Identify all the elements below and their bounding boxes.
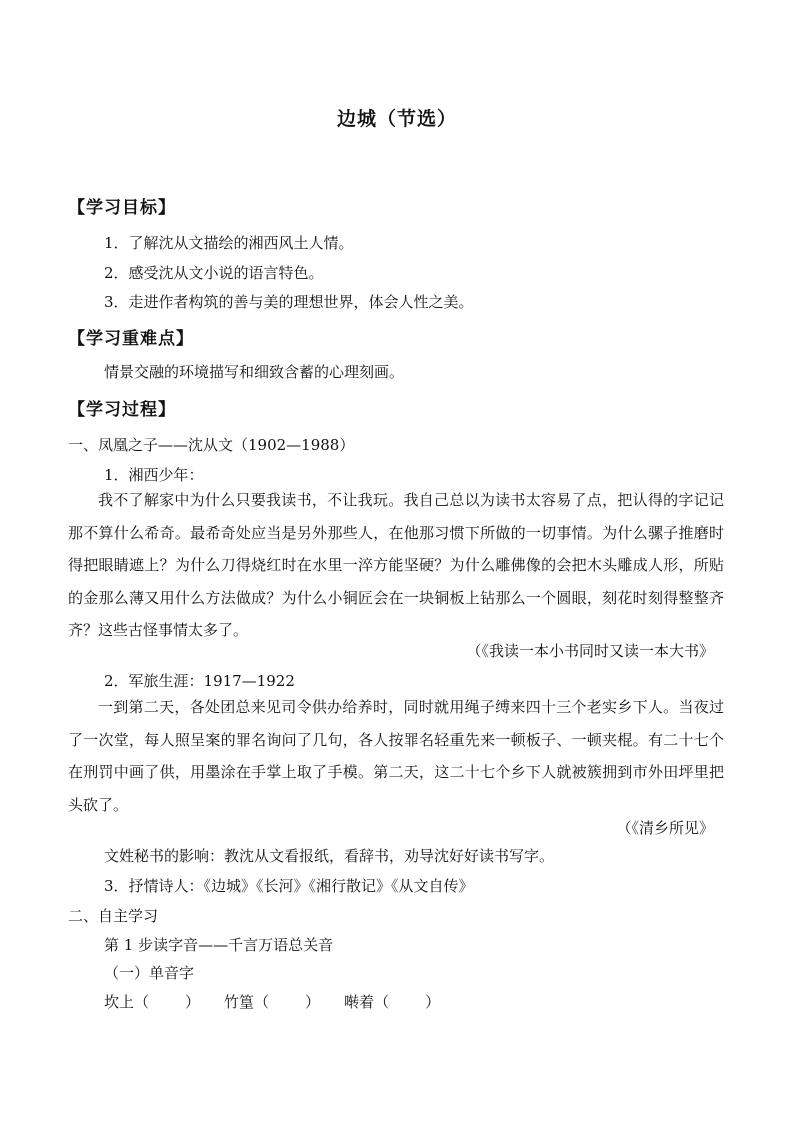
- word-2: 竹篁（: [224, 993, 270, 1011]
- page-title: 边城（节选）: [336, 108, 457, 130]
- word-3: 啭着（: [344, 993, 390, 1011]
- goal-item-1: 1．了解沈从文描绘的湘西风土人情。: [104, 234, 354, 252]
- goal-item-2: 2．感受沈从文小说的语言特色。: [104, 264, 324, 282]
- section-2-title: 二、自主学习: [68, 907, 159, 925]
- word-3-close: ）: [425, 993, 441, 1011]
- learning-goals-heading: 【学习目标】: [68, 198, 176, 218]
- section-1-sub-3: 3．抒情诗人：《边城》《长河》《湘行散记》《从文自传》: [104, 877, 474, 895]
- key-points-text: 情景交融的环境描写和细致含蓄的心理刻画。: [104, 363, 405, 381]
- section-1-sub-2-title: 2．军旅生涯：1917—1922: [104, 672, 295, 690]
- step-1-title: 第 1 步读字音——千言万语总关音: [104, 936, 334, 954]
- key-points-heading: 【学习重难点】: [68, 329, 194, 349]
- word-1: 坎上（: [104, 993, 150, 1011]
- learning-process-heading: 【学习过程】: [68, 400, 176, 420]
- word-1-close: ）: [185, 993, 201, 1011]
- section-1-sub-1-title: 1．湘西少年：: [104, 466, 204, 484]
- section-1-title: 一、凤凰之子——沈从文（1902—1988）: [68, 436, 355, 454]
- passage-paragraph: 一到第二天，各处团总来见司令供办给养时，同时就用绳子缚来四十三个老实乡下人。当夜过了一次堂，每人照呈案的罪名询问了几句，各人按罪名轻重先来一顿板子、一顿夹棍。有二十七个在刑罚中画了供，用墨涂在手掌上取了手模。第二天，这二十七个乡下人就被簇拥到市外田坪里把头砍了。: [68, 698, 724, 814]
- section-1-sub-2-passage: [68, 691, 724, 821]
- word-2-close: ）: [305, 993, 321, 1011]
- goal-item-3: 3．走进作者构筑的善与美的理想世界，体会人性之美。: [104, 293, 474, 311]
- single-pronunciation-heading: （一）单音字: [104, 964, 195, 982]
- section-1-sub-1-passage: [68, 484, 724, 647]
- passage-source-2: （《清乡所见》: [616, 819, 714, 837]
- secretary-influence-note: 文姓秘书的影响：教沈从文看报纸，看辞书，劝导沈好好读书写字。: [104, 847, 555, 865]
- pronunciation-blanks-row: [104, 992, 440, 1012]
- passage-paragraph: 我不了解家中为什么只要我读书，不让我玩。我自己总以为读书太容易了点，把认得的字记记那不算什么希奇。最希奇处应当是另外那些人，在他那习惯下所做的一切事情。为什么骡子推磨时得把眼睛遮上？为什么刀得烧红时在水里一淬方能坚硬？为什么雕佛像的会把木头雕成人形，所贴的金那么薄又用什么方法做成？为什么小铜匠会在一块铜板上钻那么一个圆眼，刻花时刻得整整齐齐？这些古怪事情太多了。: [68, 491, 724, 639]
- passage-source-1: （《我读一本小书同时又读一本大书》: [466, 642, 714, 660]
